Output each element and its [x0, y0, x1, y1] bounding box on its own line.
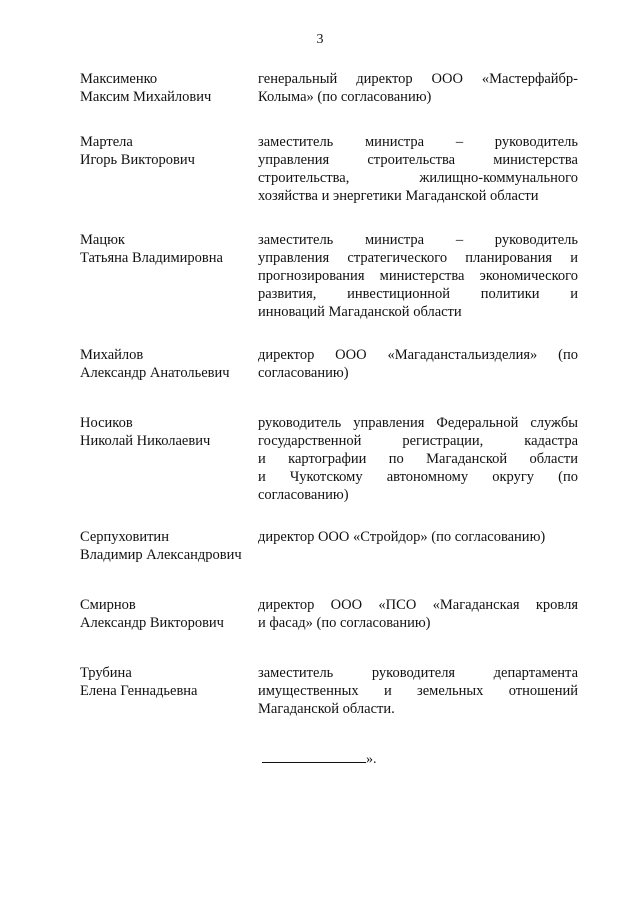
- member-name: [80, 231, 255, 267]
- member-name: [80, 346, 255, 382]
- closing-mark: [262, 750, 377, 769]
- member-given-names: Александр Викторович: [80, 615, 224, 631]
- member-name: [80, 664, 255, 700]
- member-surname: Михайлов: [80, 347, 144, 363]
- position-line: директор ООО «ПСО «Магаданская кровля: [258, 597, 578, 613]
- position-line: заместитель руководителя департамента: [258, 665, 578, 681]
- member-given-names: Елена Геннадьевна: [80, 683, 198, 699]
- signature-line: [262, 750, 366, 763]
- position-line: генеральный директор ООО «Мастерфайбр-: [258, 71, 578, 87]
- member-position: [258, 346, 578, 382]
- position-line: Колыма» (по согласованию): [258, 89, 432, 105]
- member-given-names: Александр Анатольевич: [80, 365, 230, 381]
- member-given-names: Игорь Викторович: [80, 152, 195, 168]
- position-line: имущественных и земельных отношений: [258, 683, 578, 699]
- member-name: [80, 70, 255, 106]
- member-surname: Смирнов: [80, 597, 136, 613]
- member-name: [80, 528, 255, 564]
- closing-quote: ».: [366, 752, 377, 767]
- position-line: заместитель министра – руководитель: [258, 134, 578, 150]
- member-position: [258, 133, 578, 205]
- member-given-names: Татьяна Владимировна: [80, 250, 223, 266]
- member-surname: Трубина: [80, 665, 132, 681]
- member-position: [258, 528, 578, 546]
- position-line: управления стратегического планирования и: [258, 250, 578, 266]
- position-line: и Чукотскому автономному округу (по: [258, 469, 578, 485]
- member-given-names: Николай Николаевич: [80, 433, 211, 449]
- position-line: руководитель управления Федеральной службы: [258, 415, 578, 431]
- member-given-names: Владимир Александрович: [80, 547, 242, 563]
- position-line: директор ООО «Магаданстальизделия» (по: [258, 347, 578, 363]
- position-line: и картографии по Магаданской области: [258, 451, 578, 467]
- member-position: [258, 414, 578, 504]
- position-line: развития, инвестиционной политики и: [258, 286, 578, 302]
- position-line: Магаданской области.: [258, 701, 395, 717]
- position-line: инноваций Магаданской области: [258, 304, 462, 320]
- member-given-names: Максим Михайлович: [80, 89, 212, 105]
- position-line: государственной регистрации, кадастра: [258, 433, 578, 449]
- position-line: заместитель министра – руководитель: [258, 232, 578, 248]
- member-name: [80, 414, 255, 450]
- position-line: хозяйства и энергетики Магаданской области: [258, 188, 539, 204]
- member-name: [80, 133, 255, 169]
- position-line: согласованию): [258, 365, 349, 381]
- position-line: директор ООО «Стройдор» (по согласованию): [258, 529, 546, 545]
- position-line: прогнозирования министерства экономического: [258, 268, 578, 284]
- member-position: [258, 231, 578, 321]
- position-line: управления строительства министерства: [258, 152, 578, 168]
- member-surname: Мацюк: [80, 232, 125, 248]
- member-name: [80, 596, 255, 632]
- member-surname: Носиков: [80, 415, 133, 431]
- member-position: [258, 70, 578, 106]
- member-surname: Серпуховитин: [80, 529, 169, 545]
- position-line: и фасад» (по согласованию): [258, 615, 431, 631]
- member-position: [258, 664, 578, 718]
- member-position: [258, 596, 578, 632]
- member-surname: Максименко: [80, 71, 158, 87]
- member-surname: Мартела: [80, 134, 133, 150]
- page-number: 3: [316, 32, 324, 47]
- position-line: строительства, жилищно-коммунального: [258, 170, 578, 186]
- position-line: согласованию): [258, 487, 349, 503]
